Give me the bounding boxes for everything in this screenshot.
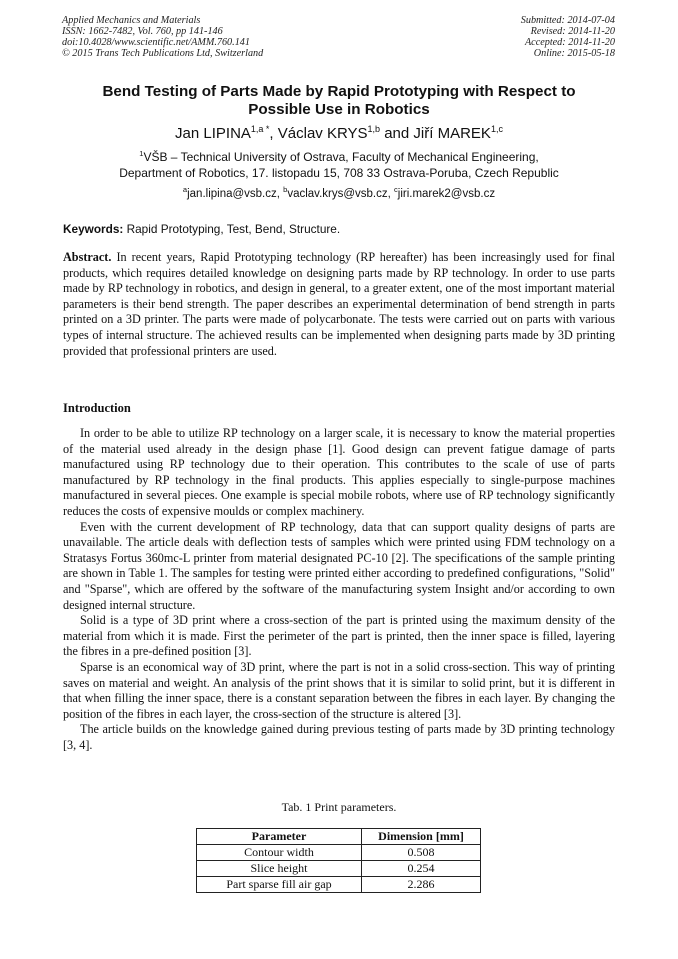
table-cell: Slice height [197, 861, 362, 877]
dates-header [521, 15, 615, 59]
author-affiliation-mark: 1,b [367, 124, 381, 134]
journal-name: Applied Mechanics and Materials [62, 15, 201, 26]
email-address[interactable]: jiri.marek2@vsb.cz [397, 188, 496, 200]
affiliation-line-1: VŠB – Technical University of Ostrava, Faculty of Mechanical Engineering, [143, 150, 539, 164]
author-list [60, 125, 618, 143]
author-separator: , [269, 125, 278, 142]
abstract-text: In recent years, Rapid Prototyping technology (RP hereafter) has been increasingly used for final products, which requires detailed knowledge on designing parts made by RP technology. In order to use parts made by RP technology in robotics, and design in general, to a greater extent, one of the most important material parameters is their bend strength. The paper describes an experimental determination of bend strength in parts printed on a 3D printer. The parts were made of polycarbonate. The tests were carried out on parts with various types of internal structure. The achieved results can be implemented when designing parts made by 3D printing provided that professional printers are used. [63, 250, 615, 358]
email-mark: b [283, 185, 288, 194]
author-name: Václav KRYS [277, 125, 368, 142]
introduction-body [63, 426, 615, 753]
table-row [197, 861, 481, 877]
journal-issn: ISSN: 1662-7482, Vol. 760, pp 141-146 [62, 26, 223, 38]
paper-title [60, 83, 618, 119]
paragraph: The article builds on the knowledge gained during previous testing of parts made by 3D printing technology [3, 4]. [63, 722, 615, 752]
email-address[interactable]: vaclav.krys@vsb.cz [287, 188, 388, 200]
paragraph: Solid is a type of 3D print where a cross-section of the part is printed using the maximum density of the material from which it is made. First the perimeter of the part is printed, then the inner space is filled, layering the fibres in a pre-defined position [3]. [63, 613, 615, 659]
journal-header [62, 15, 263, 59]
journal-doi: doi:10.4028/www.scientific.net/AMM.760.141 [62, 37, 250, 49]
email-mark: c [394, 185, 398, 194]
paragraph: In order to be able to utilize RP technology on a larger scale, it is necessary to know the material properties of the material used already in the design phase [1]. Good design can prevent fatigue damage of parts manufactured using RP technology due to their operation. This contributes to the scale of use of parts manufactured by RP technology in the final products. This applies especially to single-purpose machines manufactured in several pieces. One example is special mobile robots, where use of RP technology significantly reduces the costs of expensive moulds or complex machinery. [63, 426, 615, 518]
author-affiliation-mark: 1,a * [250, 124, 270, 134]
date-revised: Revised: 2014-11-20 [530, 26, 615, 38]
table-cell: 0.254 [362, 861, 481, 877]
keywords-text: Rapid Prototyping, Test, Bend, Structure. [126, 222, 341, 236]
journal-copyright: © 2015 Trans Tech Publications Ltd, Switzerland [62, 48, 264, 60]
table-header-cell: Parameter [197, 829, 362, 845]
table-header-cell: Dimension [mm] [362, 829, 481, 845]
title-line-2: Possible Use in Robotics [248, 101, 430, 118]
abstract [63, 250, 615, 359]
affiliation-line-2: Department of Robotics, 17. listopadu 15, 708 33 Ostrava-Poruba, Czech Republic [119, 165, 559, 180]
table-row [197, 877, 481, 893]
introduction-heading: Introduction [63, 401, 131, 415]
table-caption: Tab. 1 Print parameters. [281, 800, 397, 814]
paragraph: Sparse is an economical way of 3D print, where the part is not in a solid cross-section. This way of printing saves on material and weight. An analysis of the print shows that it is similar to solid print, but it is different in that when filling the inner space, there is a constant separation between the fibres in each layer. By changing the position of the fibres in each layer, the cross-section of the structure is altered [3]. [63, 659, 615, 721]
print-parameters-table [196, 828, 481, 893]
abstract-label: Abstract. [63, 250, 112, 264]
email-mark: a [182, 185, 188, 194]
table-cell: 2.286 [362, 877, 481, 893]
title-line-1: Bend Testing of Parts Made by Rapid Prototyping with Respect to [102, 83, 576, 100]
table-header-row [197, 829, 481, 845]
table-cell: Contour width [197, 845, 362, 861]
date-submitted: Submitted: 2014-07-04 [520, 15, 615, 26]
email-address[interactable]: jan.lipina@vsb.cz [187, 188, 277, 200]
date-accepted: Accepted: 2014-11-20 [524, 37, 615, 49]
table-cell: Part sparse fill air gap [197, 877, 362, 893]
date-online: Online: 2015-05-18 [533, 48, 615, 60]
author-conjunction: and [380, 125, 414, 142]
author-name: Jan LIPINA [175, 125, 251, 142]
affiliation [60, 150, 618, 181]
keywords [63, 222, 616, 236]
author-emails: $^a$jan.lipina@vsb.cz, $^b$vaclav.krys@vsb.cz, $^c$jiri.marek2@vsb.cz [182, 185, 496, 200]
table-row [197, 845, 481, 861]
author-affiliation-mark: 1,c [490, 124, 503, 134]
author-name: Jiří MAREK [413, 125, 491, 142]
table-cell: 0.508 [362, 845, 481, 861]
paragraph: Even with the current development of RP technology, data that can support quality designs of parts are unavailable. The article deals with deflection tests of samples which were printed using FDM technology on a Stratasys Fortus 360mc-L printer from material designated PC-10 [2]. The specifications of the sample printing are shown in Table 1. The samples for testing were printed either according to predefined configurations, "Solid" and "Sparse", which are offered by the software of the manufacturing system Insight and/or according to own designed internal structure. [63, 519, 615, 612]
keywords-label: Keywords: [63, 222, 124, 236]
affiliation-mark: 1 [139, 149, 144, 158]
